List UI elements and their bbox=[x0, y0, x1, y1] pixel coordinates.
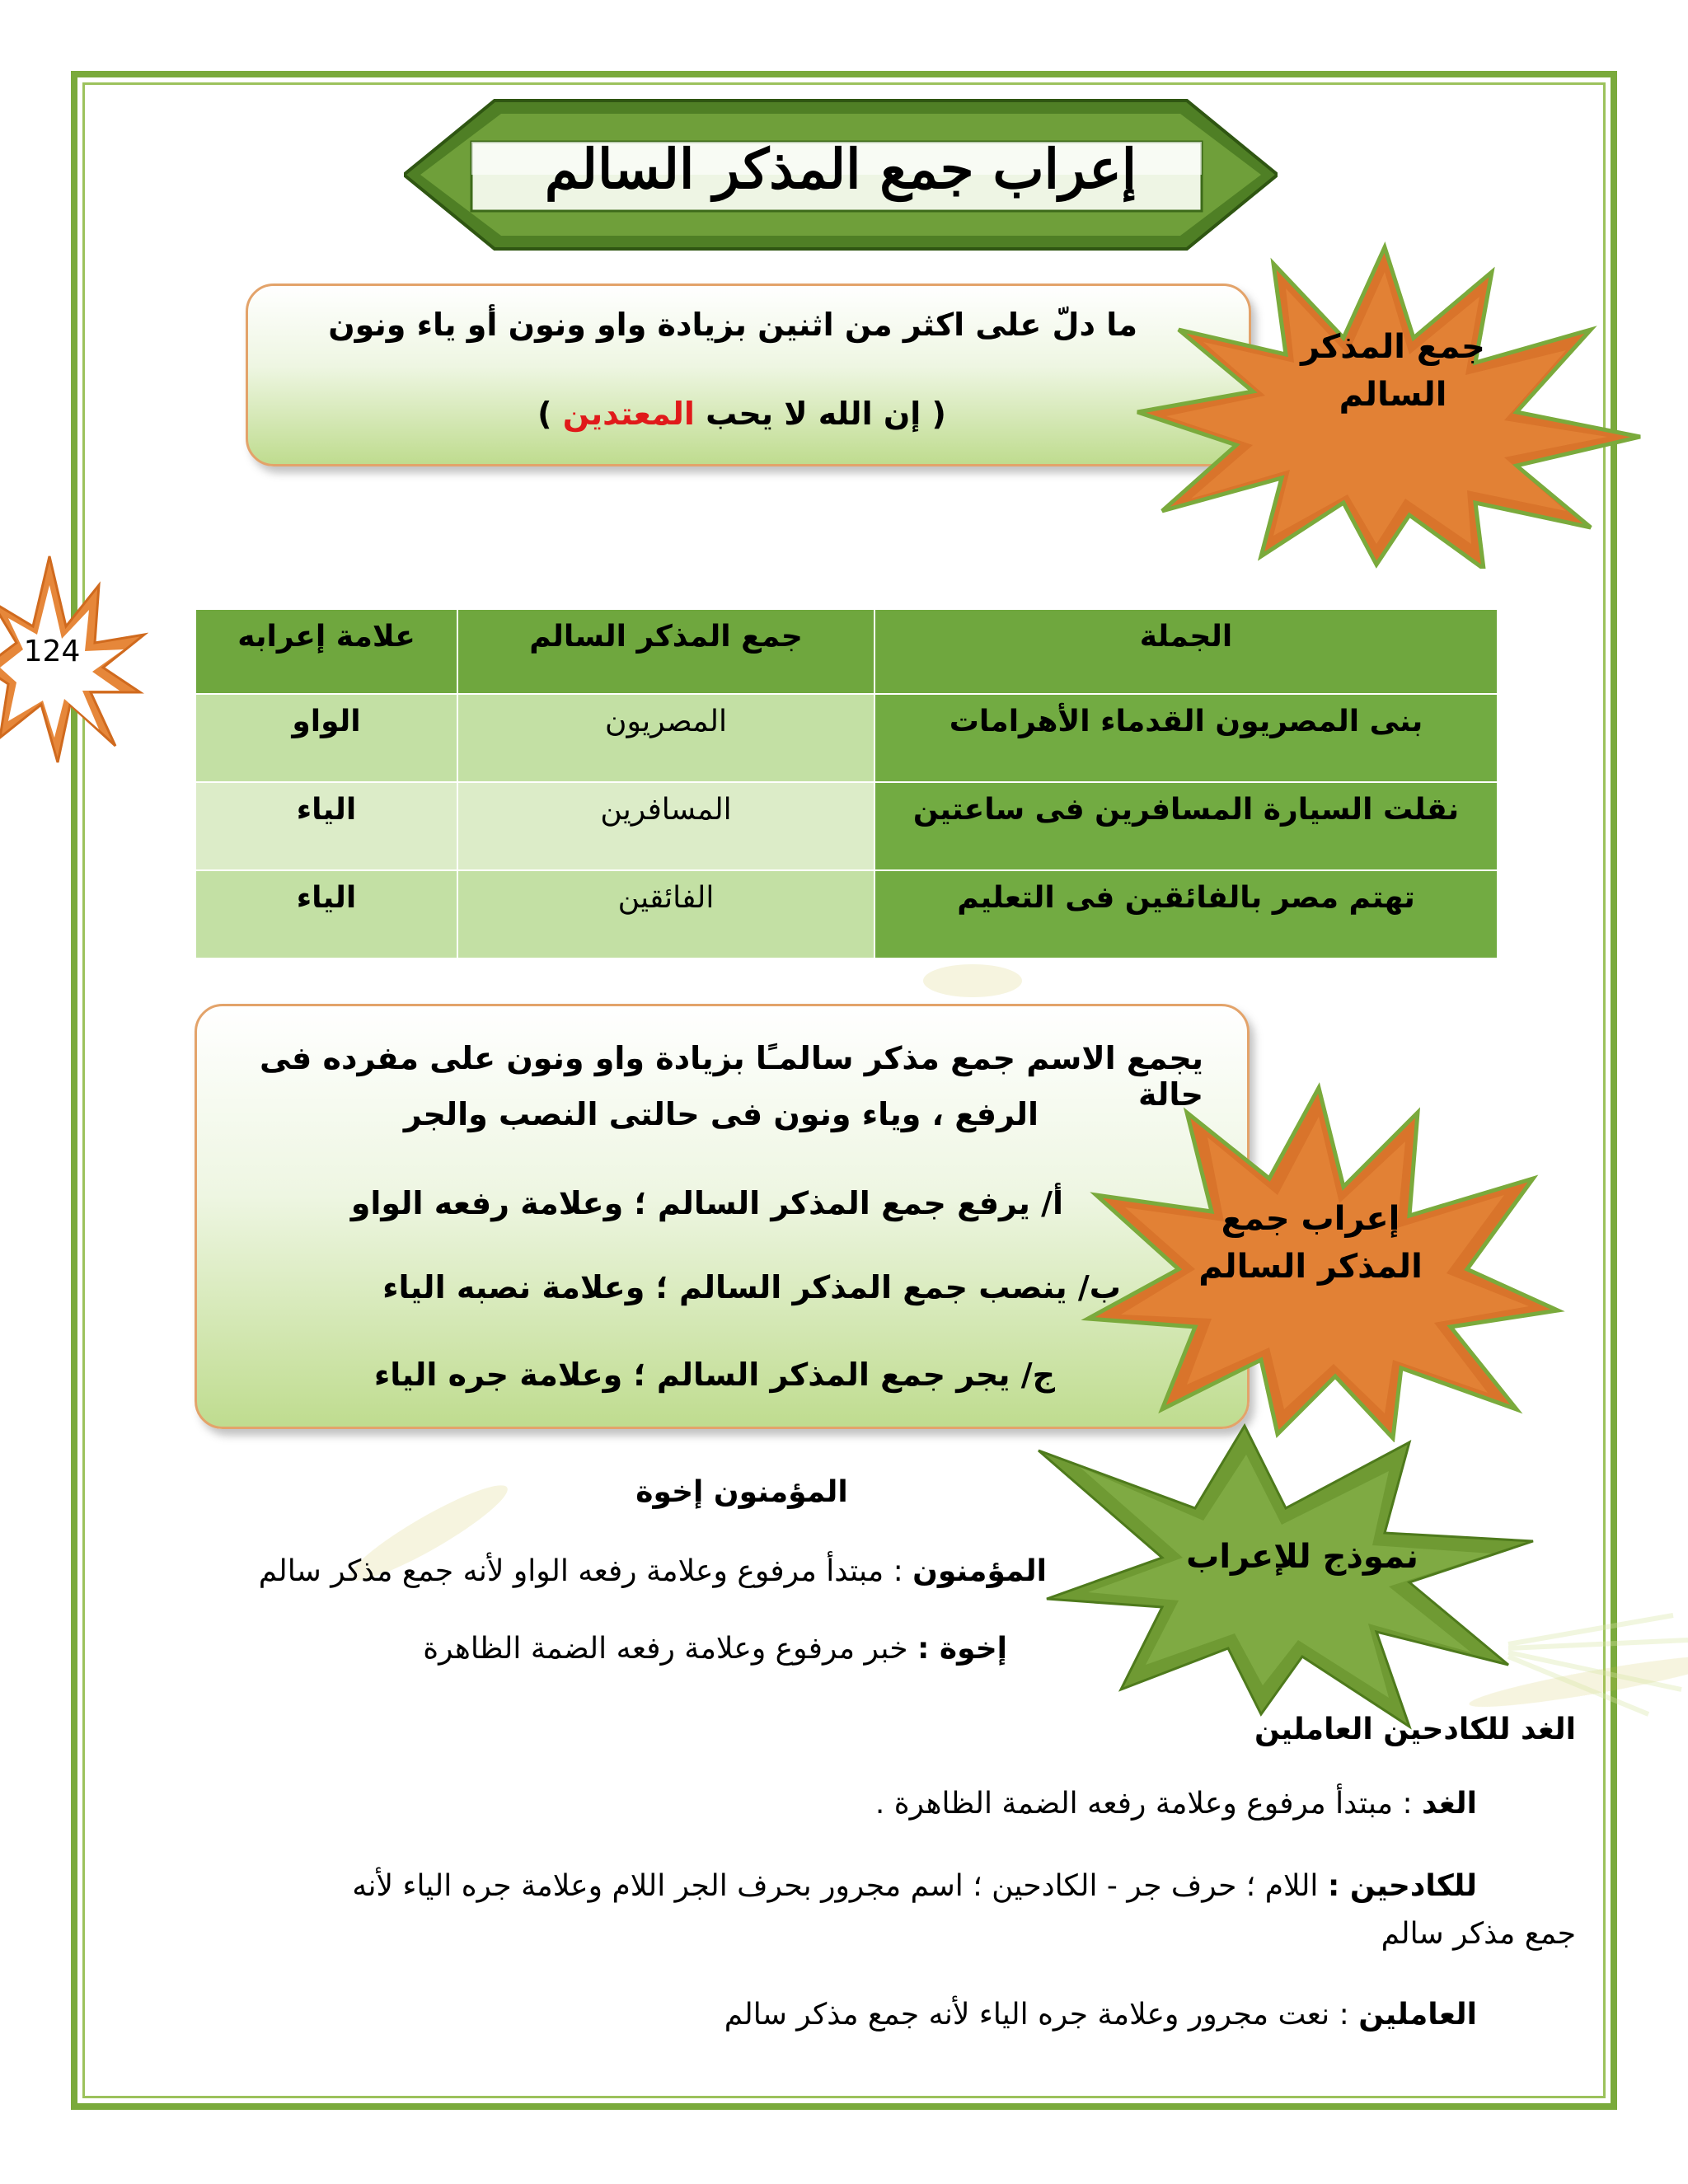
table-header-row bbox=[195, 609, 1498, 694]
example2-line-2 bbox=[124, 1869, 1477, 1903]
table-cell-plural: المسافرين bbox=[457, 782, 874, 870]
example-close: ) bbox=[537, 396, 563, 432]
example2-parse-2: اللام ؛ حرف جر - الكادحين ؛ اسم مجرور بحرف الجر اللام وعلامة جره الياء لأنه bbox=[352, 1869, 1328, 1903]
example2-sentence: الغد للكادحين العاملين bbox=[1254, 1713, 1576, 1746]
table-cell-sentence: نقلت السيارة المسافرين فى ساعتين bbox=[874, 782, 1498, 870]
example-open: ( إن الله لا يحب bbox=[694, 396, 946, 432]
table-header: الجملة bbox=[874, 609, 1498, 694]
example1-line-1 bbox=[124, 1554, 1047, 1588]
table-cell-mark: الياء bbox=[195, 870, 457, 958]
table-cell-mark: الياء bbox=[195, 782, 457, 870]
example1-word-2: إخوة : bbox=[917, 1632, 1007, 1666]
page-title: إعراب جمع المذكر السالم bbox=[544, 137, 1137, 201]
rule-case-b: ب/ ينصب جمع المذكر السالم ؛ وعلامة نصبه الياء bbox=[382, 1269, 1121, 1305]
example2-line-3 bbox=[577, 1998, 1477, 2032]
table-cell-mark: الواو bbox=[195, 694, 457, 782]
star-label-rule: إعراب جمع المذكر السالم bbox=[1198, 1200, 1423, 1286]
rule-line-1: يجمع الاسم جمع مذكر سالمـًا بزيادة واو ونون على مفرده فى حالة bbox=[259, 1040, 1203, 1113]
example1-line-2 bbox=[247, 1632, 1007, 1666]
table-header: جمع المذكر السالم bbox=[457, 609, 874, 694]
example-highlight: المعتدين bbox=[562, 396, 695, 432]
example2-word-2: للكادحين : bbox=[1327, 1869, 1477, 1903]
table-cell-plural: الفائقين bbox=[457, 870, 874, 958]
example2-line-2-cont: جمع مذكر سالم bbox=[1381, 1917, 1576, 1951]
star-label-example: نموذج للإعراب bbox=[1186, 1538, 1418, 1576]
page-number: 124 bbox=[23, 635, 81, 668]
definition-text: ما دلّ على اكثر من اثنين بزيادة واو ونون أو ياء ونون bbox=[328, 307, 1137, 343]
table-cell-sentence: بنى المصريون القدماء الأهرامات bbox=[874, 694, 1498, 782]
example1-parse-1: : مبتدأ مرفوع وعلامة رفعه الواو لأنه جمع مذكر سالم bbox=[258, 1554, 913, 1588]
example1-word-1: المؤمنون bbox=[912, 1554, 1047, 1588]
table-row bbox=[195, 694, 1498, 782]
definition-example bbox=[412, 396, 1071, 432]
plural-table bbox=[195, 608, 1498, 959]
rule-case-c: ج/ يجر جمع المذكر السالم ؛ وعلامة جره الياء bbox=[373, 1357, 1055, 1393]
table-cell-sentence: تهتم مصر بالفائقين فى التعليم bbox=[874, 870, 1498, 958]
example1-sentence: المؤمنون إخوة bbox=[635, 1475, 848, 1509]
example2-word-3: العاملين bbox=[1358, 1998, 1477, 2032]
table-row bbox=[195, 870, 1498, 958]
star-label-definition: جمع المذكر السالم bbox=[1301, 328, 1485, 414]
table-row bbox=[195, 782, 1498, 870]
example2-line-1 bbox=[577, 1787, 1477, 1821]
example2-word-1: الغد bbox=[1422, 1787, 1477, 1821]
example2-parse-1: : مبتدأ مرفوع وعلامة رفعه الضمة الظاهرة . bbox=[874, 1787, 1423, 1821]
rule-line-2: الرفع ، وياء ونون فى حالتى النصب والجر bbox=[403, 1096, 1039, 1132]
example2-parse-3: : نعت مجرور وعلامة جره الياء لأنه جمع مذكر سالم bbox=[724, 1998, 1359, 2032]
table-cell-plural: المصريون bbox=[457, 694, 874, 782]
rule-case-a: أ/ يرفع جمع المذكر السالم ؛ وعلامة رفعه الواو bbox=[350, 1185, 1063, 1221]
example1-parse-2: خبر مرفوع وعلامة رفعه الضمة الظاهرة bbox=[423, 1632, 917, 1666]
table-header: علامة إعرابه bbox=[195, 609, 457, 694]
